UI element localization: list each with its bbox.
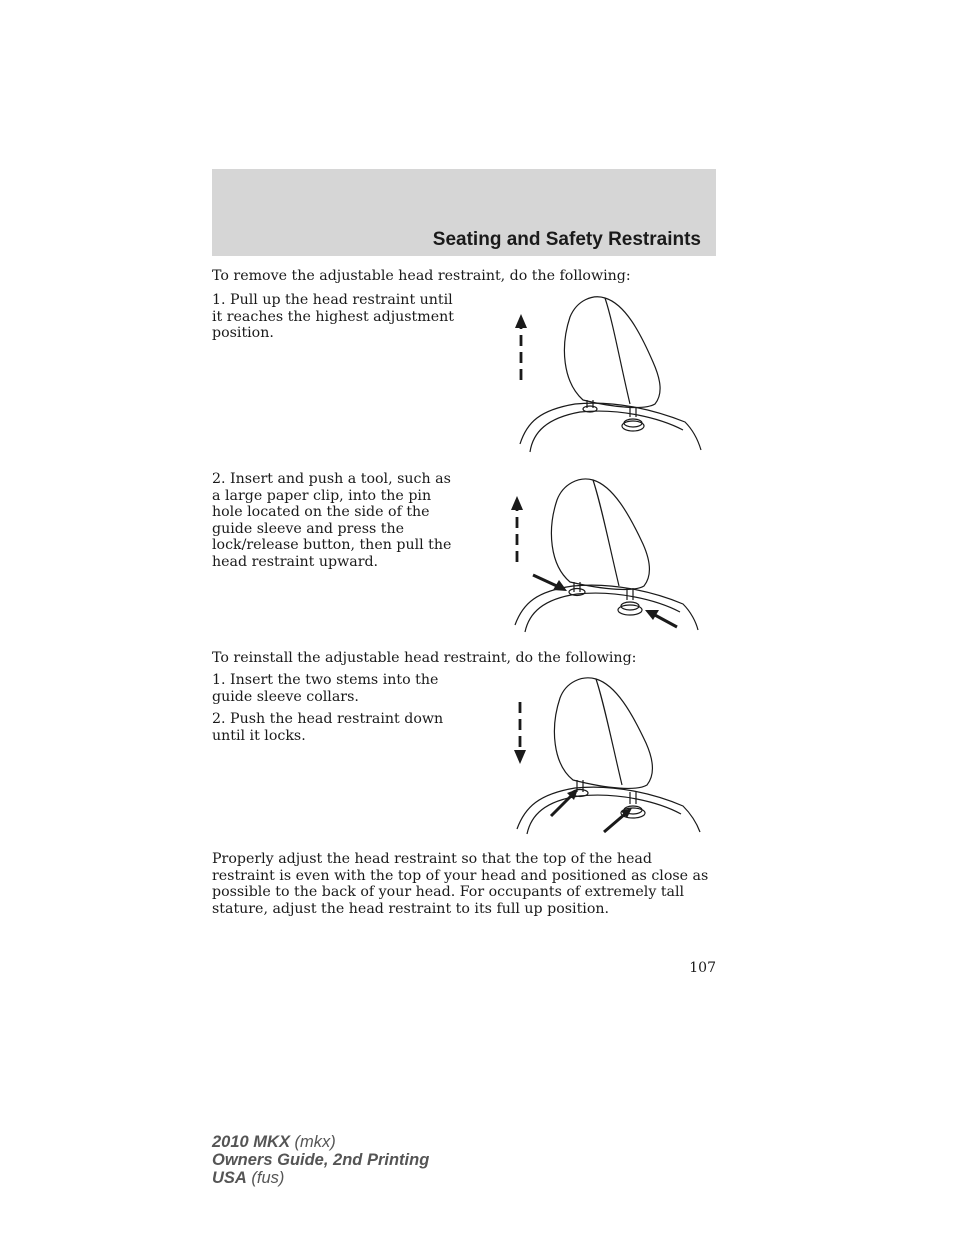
document-footer xyxy=(212,1133,429,1187)
removal-intro: To remove the adjustable head restraint, do the following: xyxy=(212,268,631,284)
reinstall-step-1: 1. Insert the two stems into the guide sleeve collars. xyxy=(212,672,439,705)
reinstall-intro: To reinstall the adjustable head restraint, do the following: xyxy=(212,650,637,666)
adjust-paragraph: Properly adjust the head restraint so that the top of the head restraint is even with the top of your head and positioned as close as possible to the back of your head. For occupants of extremely tall stature, adjust the head restraint to its full up position. xyxy=(212,851,709,917)
removal-step-2: 2. Insert and push a tool, such as a large paper clip, into the pin hole located on the side of the guide sleeve and press the lock/release button, then pull the head restraint upward. xyxy=(212,471,452,570)
footer-line-2: Owners Guide, 2nd Printing xyxy=(212,1151,430,1169)
head-restraint-release-button-illustration xyxy=(505,470,710,635)
reinstall-step-2: 2. Push the head restraint down until it locks. xyxy=(212,711,444,744)
head-restraint-pull-up-illustration xyxy=(505,292,710,457)
removal-step-1: 1. Pull up the head restraint until it reaches the highest adjustment position. xyxy=(212,292,454,342)
head-restraint-push-down-illustration xyxy=(505,672,710,837)
section-header-band xyxy=(212,169,716,256)
page-number: 107 xyxy=(689,960,716,976)
footer-line-3: USA (fus) xyxy=(212,1169,285,1187)
section-title: Seating and Safety Restraints xyxy=(432,229,701,250)
footer-line-1: 2010 MKX (mkx) xyxy=(212,1133,336,1151)
